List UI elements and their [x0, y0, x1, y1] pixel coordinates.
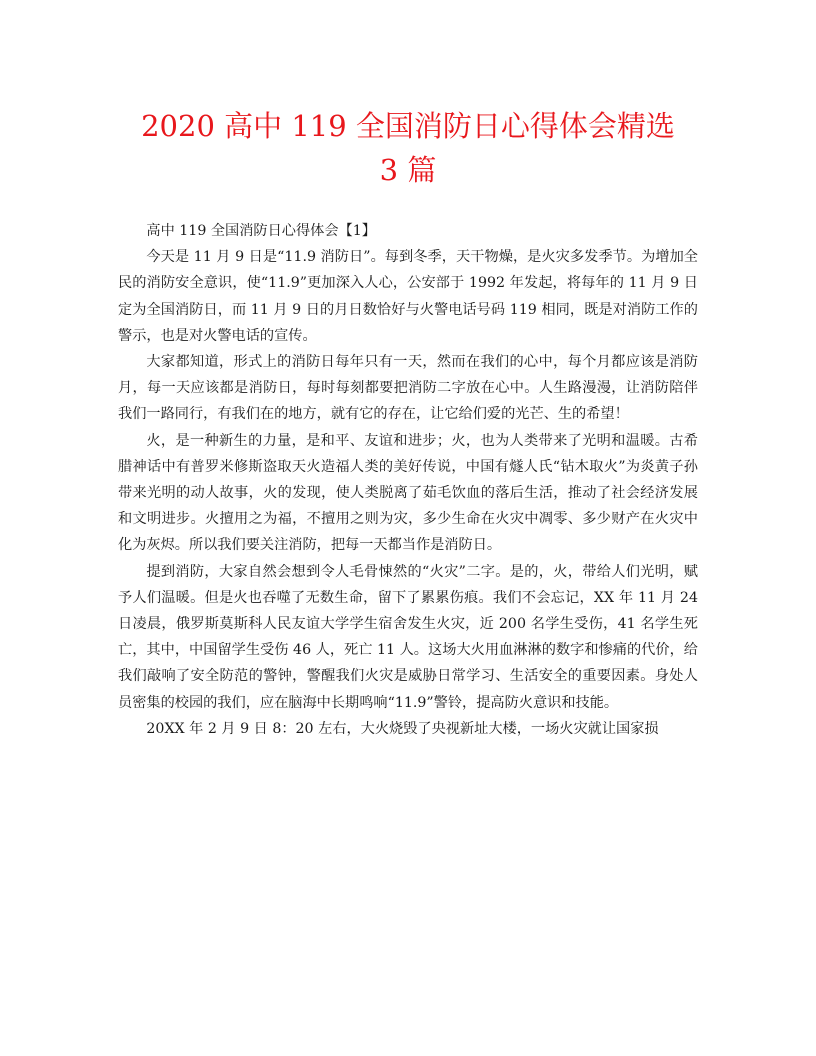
section-heading: 高中 119 全国消防日心得体会【1】 [146, 223, 376, 239]
paragraph: 大家都知道，形式上的消防日每年只有一天，然而在我们的心中，每个月都应该是消防月，每一天应该都是消防日，每时每刻都要把消防二字放在心中。人生路漫漫，让消防陪伴我们一路同行，有我们在的地方，就有它的存在，让它给们爱的光芒、生的希望！ [118, 354, 698, 423]
title-line-2: 3 篇 [379, 153, 437, 187]
paragraph: 提到消防，大家自然会想到令人毛骨悚然的“火灾”二字。是的，火，带给人们光明，赋予人们温暖。但是火也吞噬了无数生命，留下了累累伤痕。我们不会忘记，XX 年 11 月 24 日凌晨，俄罗斯莫斯科人民友谊大学学生宿舍发生火灾，近 200 名学生受伤，41 名学生死亡，其中，中国留学生受伤 46 人，死亡 11 人。这场大火用血淋淋的数字和惨痛的代价，给我们敲响了安全防范的警钟，警醒我们火灾是威胁日常学习、生活安全的重要因素。身处人员密集的校园的我们，应在脑海中长期鸣响“11.9”警铃，提高防火意识和技能。 [118, 563, 698, 711]
paragraph: 今天是 11 月 9 日是“11.9 消防日”。每到冬季，天干物燥，是火灾多发季节。为增加全民的消防安全意识，使“11.9”更加深入人心，公安部于 1992 年发起，将每年的 11 月 9 日定为全国消防日，而 11 月 9 日的月日数恰好与火警电话号码 119 相同，既是对消防工作的警示，也是对火警电话的宣传。 [118, 249, 698, 344]
title-line-1: 2020 高中 119 全国消防日心得体会精选 [141, 109, 675, 143]
paragraph: 火，是一种新生的力量，是和平、友谊和进步；火，也为人类带来了光明和温暖。古希腊神话中有普罗米修斯盗取天火造福人类的美好传说，中国有燧人氏“钻木取火”为炎黄子孙带来光明的动人故事，火的发现，使人类脱离了茹毛饮血的落后生活，推动了社会经济发展和文明进步。火擅用之为福，不擅用之则为灾，多少生命在火灾中凋零、多少财产在火灾中化为灰烬。所以我们要关注消防，把每一天都当作是消防日。 [118, 432, 698, 554]
document-title [100, 104, 716, 192]
document-body [118, 218, 698, 742]
paragraph: 20XX 年 2 月 9 日 8：20 左右，大火烧毁了央视新址大楼，一场火灾就让国家损 [146, 720, 659, 737]
